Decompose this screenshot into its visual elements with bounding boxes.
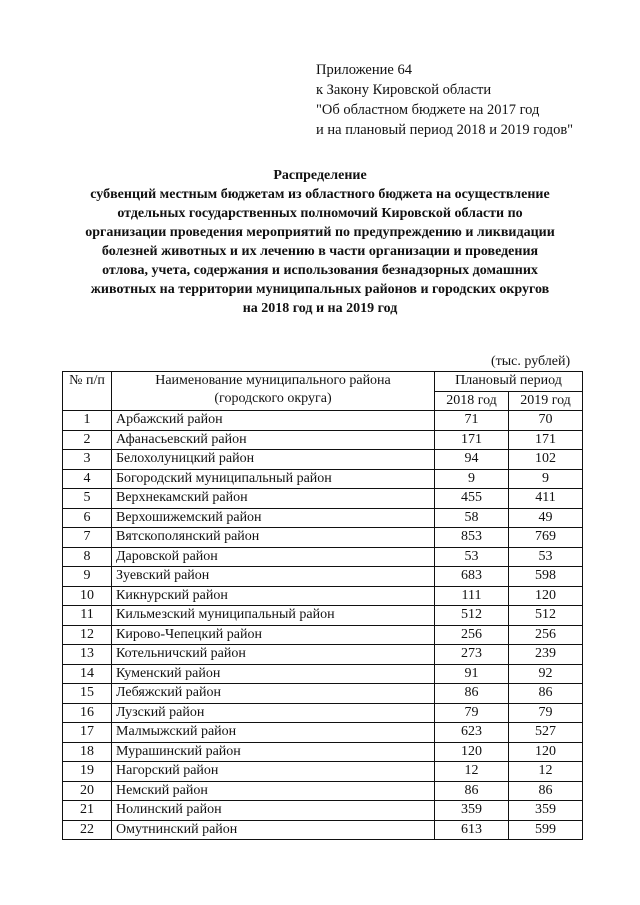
appendix-header [316, 60, 573, 140]
row-value-2019: 527 [509, 723, 583, 743]
row-number: 11 [63, 606, 112, 626]
row-value-2019: 120 [509, 586, 583, 606]
row-value-2019: 86 [509, 781, 583, 801]
appendix-line: "Об областном бюджете на 2017 год [316, 102, 540, 118]
table-row [63, 567, 583, 587]
row-name: Кикнурский район [112, 586, 435, 606]
row-number: 10 [63, 586, 112, 606]
row-number: 4 [63, 469, 112, 489]
table-row [63, 430, 583, 450]
row-number: 5 [63, 489, 112, 509]
table-row [63, 742, 583, 762]
title-line: болезней животных и их лечению в части организации и проведения [101, 244, 539, 259]
table-row [63, 528, 583, 548]
row-value-2019: 239 [509, 645, 583, 665]
table-row [63, 820, 583, 840]
row-value-2019: 79 [509, 703, 583, 723]
row-value-2018: 111 [435, 586, 509, 606]
row-value-2019: 171 [509, 430, 583, 450]
title-line: отдельных государственных полномочий Кировской области по [117, 206, 523, 221]
row-number: 3 [63, 450, 112, 470]
title-line: организации проведения мероприятий по предупреждению и ликвидации [85, 225, 555, 240]
row-value-2018: 256 [435, 625, 509, 645]
row-value-2018: 613 [435, 820, 509, 840]
row-value-2019: 12 [509, 762, 583, 782]
row-name: Зуевский район [112, 567, 435, 587]
distribution-table [62, 371, 583, 840]
row-value-2018: 359 [435, 801, 509, 821]
row-value-2019: 512 [509, 606, 583, 626]
row-name: Куменский район [112, 664, 435, 684]
row-value-2018: 91 [435, 664, 509, 684]
row-value-2018: 79 [435, 703, 509, 723]
row-name: Мурашинский район [112, 742, 435, 762]
table-row [63, 781, 583, 801]
document-title [40, 166, 600, 318]
table-body [63, 411, 583, 840]
row-value-2018: 86 [435, 684, 509, 704]
row-name: Верхошижемский район [112, 508, 435, 528]
row-number: 22 [63, 820, 112, 840]
table-row [63, 489, 583, 509]
row-name: Богородский муниципальный район [112, 469, 435, 489]
row-number: 1 [63, 411, 112, 431]
row-number: 20 [63, 781, 112, 801]
row-value-2019: 769 [509, 528, 583, 548]
row-value-2019: 86 [509, 684, 583, 704]
row-value-2019: 53 [509, 547, 583, 567]
table-row [63, 547, 583, 567]
title-line: субвенций местным бюджетам из областного бюджета на осуществление [90, 187, 550, 202]
header-name-line1: Наименование муниципального района [155, 373, 391, 388]
row-name: Нагорский район [112, 762, 435, 782]
table-row [63, 606, 583, 626]
row-value-2018: 623 [435, 723, 509, 743]
row-name: Малмыжский район [112, 723, 435, 743]
appendix-line: к Закону Кировской области [316, 82, 492, 98]
row-value-2018: 120 [435, 742, 509, 762]
row-name: Нолинский район [112, 801, 435, 821]
row-name: Афанасьевский район [112, 430, 435, 450]
row-value-2018: 273 [435, 645, 509, 665]
header-name [112, 372, 435, 411]
row-value-2019: 92 [509, 664, 583, 684]
row-value-2018: 512 [435, 606, 509, 626]
header-2018: 2018 год [435, 391, 509, 411]
row-number: 16 [63, 703, 112, 723]
row-value-2019: 120 [509, 742, 583, 762]
row-value-2018: 86 [435, 781, 509, 801]
row-name: Белохолуницкий район [112, 450, 435, 470]
table-row [63, 703, 583, 723]
table-row [63, 762, 583, 782]
row-name: Кирово-Чепецкий район [112, 625, 435, 645]
row-value-2019: 70 [509, 411, 583, 431]
row-value-2018: 71 [435, 411, 509, 431]
header-name-line2: (городского округа) [214, 391, 332, 406]
row-name: Омутнинский район [112, 820, 435, 840]
row-name: Вятскополянский район [112, 528, 435, 548]
table-row [63, 664, 583, 684]
table-row [63, 586, 583, 606]
row-value-2018: 171 [435, 430, 509, 450]
row-value-2018: 455 [435, 489, 509, 509]
row-value-2019: 256 [509, 625, 583, 645]
row-name: Котельничский район [112, 645, 435, 665]
table-row [63, 450, 583, 470]
header-2019: 2019 год [509, 391, 583, 411]
row-number: 21 [63, 801, 112, 821]
row-value-2018: 94 [435, 450, 509, 470]
row-value-2018: 853 [435, 528, 509, 548]
row-value-2018: 683 [435, 567, 509, 587]
row-name: Даровской район [112, 547, 435, 567]
title-line: Распределение [273, 168, 367, 183]
row-value-2018: 53 [435, 547, 509, 567]
row-number: 12 [63, 625, 112, 645]
row-number: 17 [63, 723, 112, 743]
table-row [63, 723, 583, 743]
row-name: Кильмезский муниципальный район [112, 606, 435, 626]
appendix-line: и на плановый период 2018 и 2019 годов" [316, 122, 574, 138]
row-value-2018: 9 [435, 469, 509, 489]
row-number: 13 [63, 645, 112, 665]
header-period: Плановый период [435, 372, 583, 392]
row-value-2018: 58 [435, 508, 509, 528]
table-row [63, 801, 583, 821]
units-label: (тыс. рублей) [491, 354, 571, 369]
row-number: 9 [63, 567, 112, 587]
row-name: Лебяжский район [112, 684, 435, 704]
row-number: 15 [63, 684, 112, 704]
row-name: Верхнекамский район [112, 489, 435, 509]
row-value-2019: 359 [509, 801, 583, 821]
row-name: Лузский район [112, 703, 435, 723]
header-number: № п/п [63, 372, 112, 411]
table-row [63, 684, 583, 704]
row-number: 6 [63, 508, 112, 528]
row-number: 7 [63, 528, 112, 548]
row-number: 18 [63, 742, 112, 762]
title-line: на 2018 год и на 2019 год [242, 301, 398, 316]
table-row [63, 625, 583, 645]
row-value-2019: 598 [509, 567, 583, 587]
row-value-2019: 102 [509, 450, 583, 470]
title-line: животных на территории муниципальных районов и городских округов [90, 282, 550, 297]
table-row [63, 508, 583, 528]
row-value-2019: 49 [509, 508, 583, 528]
row-value-2019: 599 [509, 820, 583, 840]
row-value-2019: 9 [509, 469, 583, 489]
row-number: 14 [63, 664, 112, 684]
row-number: 19 [63, 762, 112, 782]
table-row [63, 411, 583, 431]
table-row [63, 645, 583, 665]
row-value-2018: 12 [435, 762, 509, 782]
row-name: Арбажский район [112, 411, 435, 431]
table-row [63, 469, 583, 489]
row-name: Немский район [112, 781, 435, 801]
appendix-line: Приложение 64 [316, 62, 412, 78]
title-line: отлова, учета, содержания и использования безнадзорных домашних [102, 263, 538, 278]
row-value-2019: 411 [509, 489, 583, 509]
row-number: 2 [63, 430, 112, 450]
row-number: 8 [63, 547, 112, 567]
